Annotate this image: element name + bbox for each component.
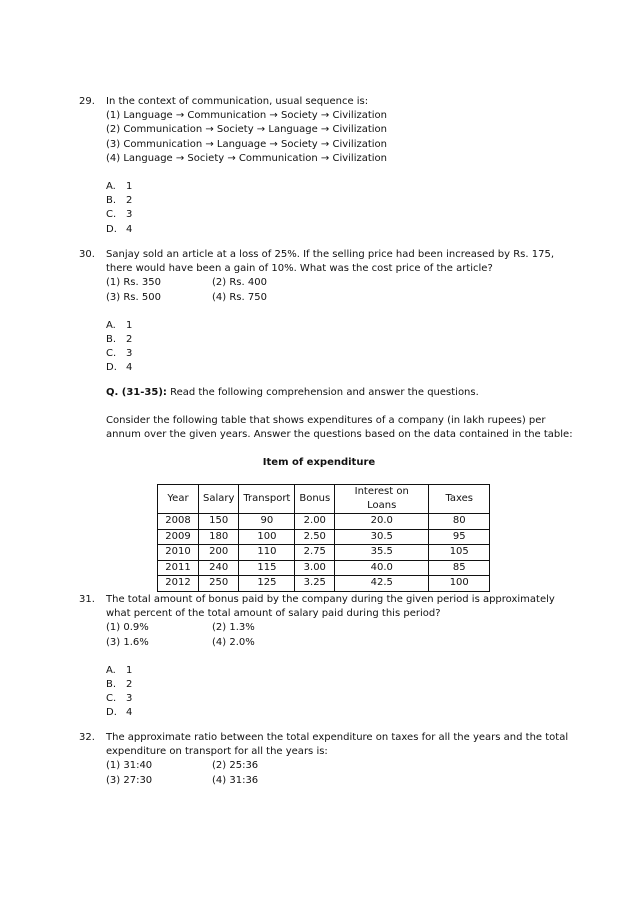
column-header: Bonus: [295, 485, 335, 514]
question-stem: The total amount of bonus paid by the company during the given period is approximately what percent of the total amount of salary paid during this period?: [106, 594, 555, 620]
table-row: 2009 180 100 2.50 30.5 95: [158, 529, 490, 545]
answer-choice-c[interactable]: C. 3: [106, 693, 133, 705]
option-4: (4) Language → Society → Communication → Civilization: [106, 152, 388, 164]
answer-choice-a[interactable]: A. 1: [106, 181, 133, 193]
table-header-row: [158, 485, 490, 514]
answer-choices: [106, 180, 579, 237]
answer-choice-a[interactable]: A. 1: [106, 664, 133, 676]
question-29: [79, 95, 579, 247]
answer-choice-b[interactable]: B. 2: [106, 679, 133, 691]
expenditure-table: [157, 484, 490, 592]
column-header: Salary: [199, 485, 239, 514]
column-header: Year: [158, 485, 199, 514]
option-2: (2) 1.3%: [212, 622, 255, 634]
answer-choice-b[interactable]: B. 2: [106, 195, 133, 207]
table-row: 2010 200 110 2.75 35.5 105: [158, 545, 490, 561]
answer-choice-d[interactable]: D. 4: [106, 707, 133, 719]
comprehension-label: Q. (31-35):: [106, 387, 167, 398]
option-3: (3) 1.6%: [106, 636, 149, 648]
option-2: (2) Communication → Society → Language → Civilization: [106, 124, 388, 136]
question-31: [79, 593, 579, 731]
option-3: (3) 27:30: [106, 774, 153, 786]
answer-choice-b[interactable]: B. 2: [106, 334, 133, 346]
question-number: 32.: [79, 732, 95, 743]
comprehension-instruction: Read the following comprehension and answer the questions.: [166, 387, 479, 398]
comprehension-intro: Consider the following table that shows expenditures of a company (in lakh rupees) per annum over the given years. Answer the questions based on the data contained in the table:: [106, 415, 573, 441]
table-row: 2012 250 125 3.25 42.5 100: [158, 576, 490, 592]
options-grid: [106, 621, 579, 649]
question-30: [79, 248, 579, 386]
question-stem: The approximate ratio between the total expenditure on taxes for all the years and the total expenditure on transport for all the years is:: [106, 732, 569, 758]
answer-choice-d[interactable]: D. 4: [106, 223, 133, 235]
table-title: Item of expenditure: [262, 457, 376, 468]
column-header: Taxes: [429, 485, 490, 514]
option-1: (1) Rs. 350: [106, 277, 161, 289]
option-3: (3) Rs. 500: [106, 291, 161, 303]
answer-choice-a[interactable]: A. 1: [106, 319, 133, 331]
comprehension-heading: [106, 386, 580, 400]
option-4: (4) 2.0%: [212, 636, 255, 648]
option-2: (2) Rs. 400: [212, 277, 267, 289]
table-row: 2008 150 90 2.00 20.0 80: [158, 514, 490, 530]
question-stem: Sanjay sold an article at a loss of 25%. If the selling price had been increased by Rs. 175, there would have been a gain of 10%. What was the cost price of the article?: [106, 249, 554, 275]
answer-choice-c[interactable]: C. 3: [106, 209, 133, 221]
option-1: (1) Language → Communication → Society → Civilization: [106, 110, 388, 122]
question-stem: In the context of communication, usual sequence is:: [106, 96, 369, 107]
option-4: (4) 31:36: [212, 774, 259, 786]
column-header: Interest on Loans: [335, 485, 429, 514]
answer-choice-c[interactable]: C. 3: [106, 348, 133, 360]
options-grid: [106, 759, 579, 787]
options-grid: [106, 276, 579, 304]
table-row: 2011 240 115 3.00 40.0 85: [158, 560, 490, 576]
question-number: 29.: [79, 96, 95, 107]
option-1: (1) 0.9%: [106, 622, 149, 634]
option-3: (3) Communication → Language → Society → Civilization: [106, 138, 388, 150]
option-4: (4) Rs. 750: [212, 291, 267, 303]
answer-choice-d[interactable]: D. 4: [106, 362, 133, 374]
answer-choices: [106, 319, 579, 376]
question-number: 30.: [79, 249, 95, 260]
options-list: [106, 109, 579, 166]
question-32: [79, 731, 579, 788]
option-1: (1) 31:40: [106, 760, 153, 772]
answer-choices: [106, 664, 579, 721]
column-header: Transport: [239, 485, 295, 514]
question-number: 31.: [79, 594, 95, 605]
option-2: (2) 25:36: [212, 760, 259, 772]
